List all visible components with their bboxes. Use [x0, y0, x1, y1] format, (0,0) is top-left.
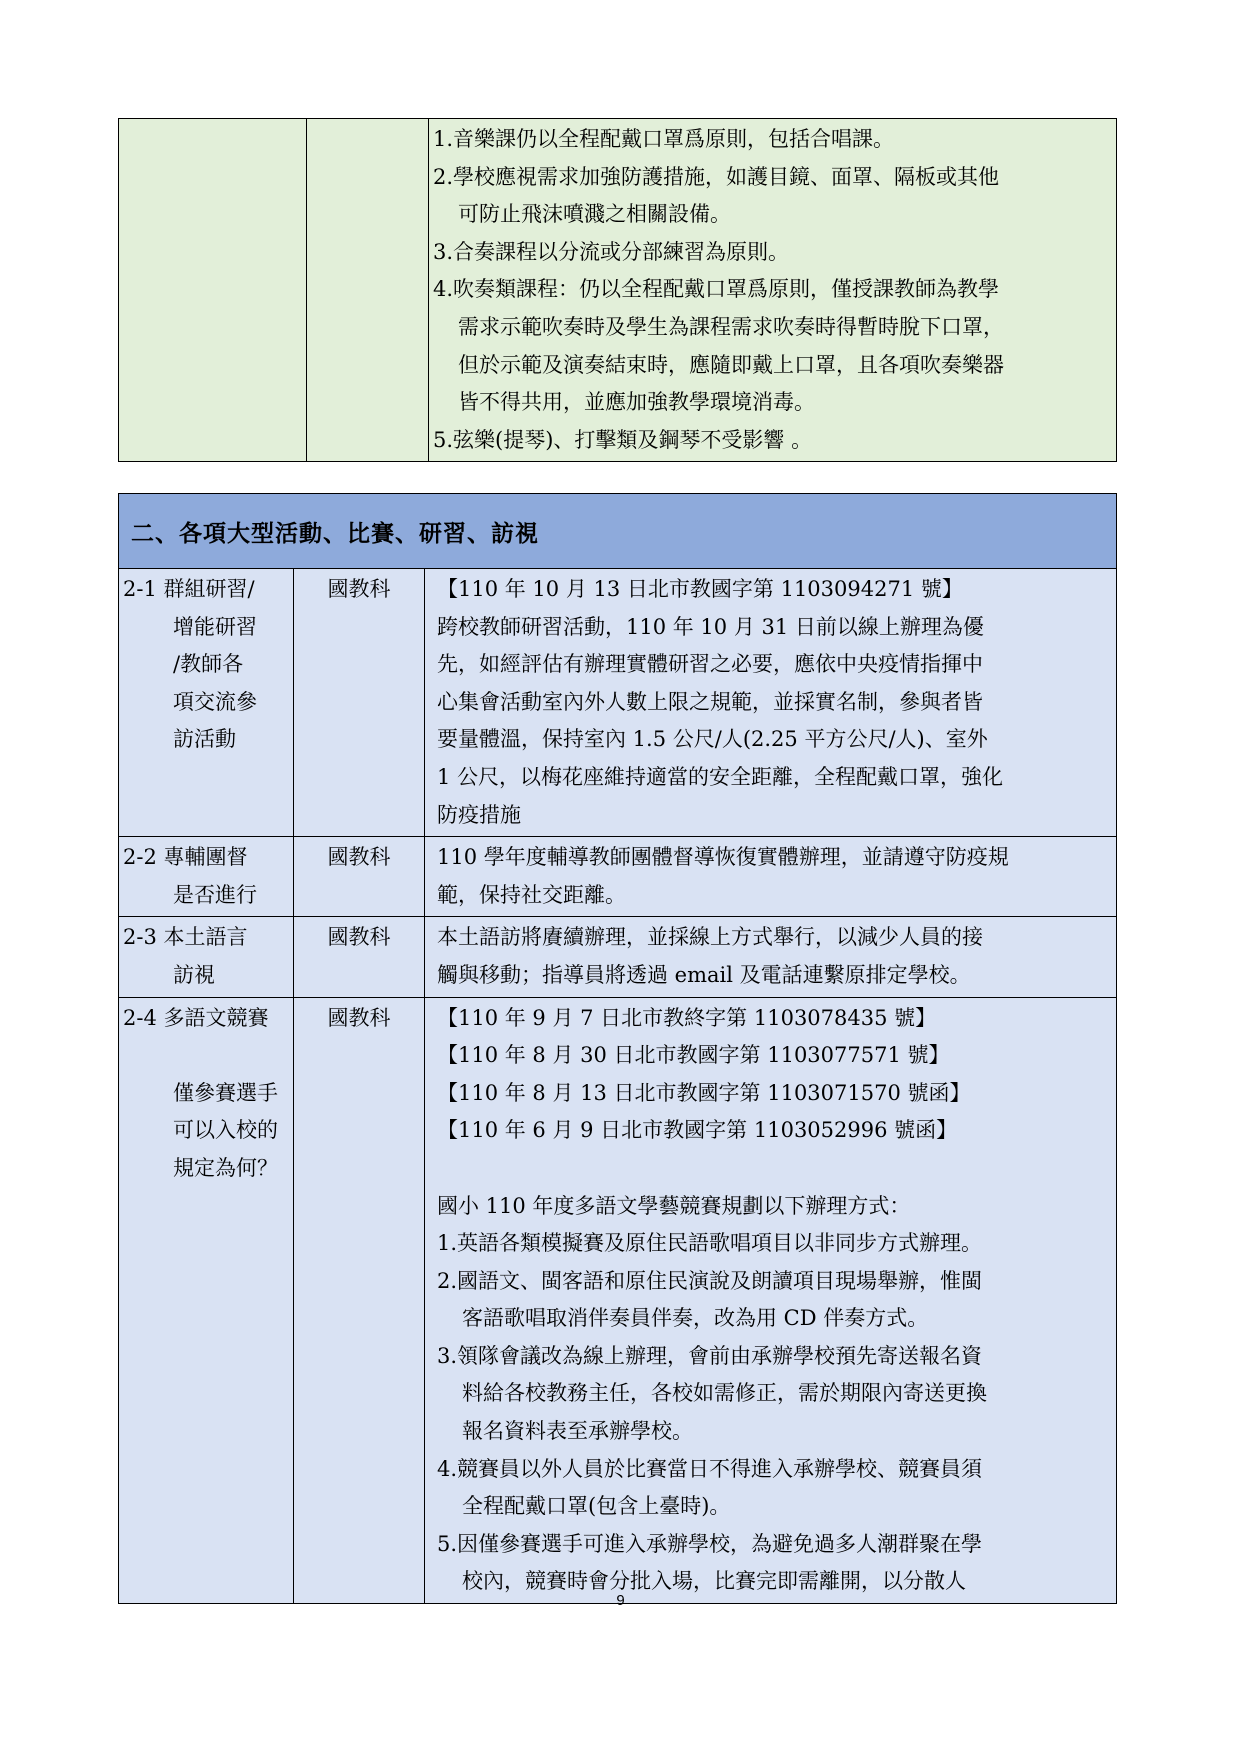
page-number: 9: [616, 1592, 625, 1609]
table-row: [119, 119, 1117, 462]
list-item: 5.弦樂(提琴)、打擊類及鋼琴不受影響 。: [433, 427, 813, 452]
content-cell: 110 學年度輔導教師團體督導恢復實體辦理，並請遵守防疫規 範，保持社交距離。: [425, 837, 1117, 917]
unit-cell: [307, 119, 429, 462]
table-row: [119, 917, 1117, 997]
list-item: 2.學校應視需求加強防護措施，如護目鏡、面罩、隔板或其他 可防止飛沫噴濺之相關設備。: [433, 164, 1000, 227]
content-cell: 【110 年 10 月 13 日北市教國字第 1103094271 號】 跨校教師研習活動，110 年 10 月 31 日前以線上辦理為優 先，如經評估有辦理實體研習之必要，應依中央疫情指揮中 心集會活動室內外人數上限之規範，並採實名制，參與者皆 要量體溫，保持室內 1.5 公尺/人(2.25 平方公尺/人)、室外 1 公尺，以梅花座維持適當的安全距離，全程配戴口罩，強化 防疫措施: [425, 569, 1117, 837]
unit-cell: 國教科: [294, 997, 425, 1604]
list-item: 4.競賽員以外人員於比賽當日不得進入承辦學校、競賽員須 全程配戴口罩(包含上臺時)。: [437, 1456, 983, 1519]
section-table: [118, 493, 1117, 1604]
section-title: 二、各項大型活動、比賽、研習、訪視: [131, 519, 539, 547]
section-header-row: [119, 494, 1117, 569]
table-row: [119, 569, 1117, 837]
list-item: 5.因僅參賽選手可進入承辦學校，為避免過多人潮群聚在學 校內，競賽時會分批入場，比賽完即需離開，以分散人: [437, 1531, 983, 1594]
list-item: 1.音樂課仍以全程配戴口罩爲原則，包括合唱課。: [433, 127, 895, 151]
list-item: 2.國語文、閩客語和原住民演說及朗讀項目現場舉辦，惟閩 客語歌唱取消伴奏員伴奏，改為用 CD 伴奏方式。: [437, 1268, 983, 1331]
table-row: [119, 837, 1117, 917]
top-table: [118, 118, 1117, 462]
content-cell: 本土語訪將賡續辦理，並採線上方式舉行，以減少人員的接 觸與移動；指導員將透過 email 及電話連繫原排定學校。: [425, 917, 1117, 997]
unit-cell: 國教科: [294, 569, 425, 837]
list-item: 3.合奏課程以分流或分部練習為原則。: [433, 239, 790, 264]
section-header: [119, 494, 1117, 569]
list-item: 4.吹奏類課程：仍以全程配戴口罩爲原則，僅授課教師為教學 需求示範吹奏時及學生為課程需求吹奏時得暫時脫下口罩， 但於示範及演奏結束時，應隨即戴上口罩，且各項吹奏樂器 皆不得共用，並應加強教學環境消毒。: [433, 277, 1004, 415]
list-item: 3.領隊會議改為線上辦理，會前由承辦學校預先寄送報名資 料給各校教務主任，各校如需修正，需於期限內寄送更換 報名資料表至承辦學校。: [437, 1343, 987, 1444]
content-cell: [429, 119, 1117, 462]
item-cell: 2-3 本土語言 訪視: [119, 917, 294, 997]
unit-cell: 國教科: [294, 837, 425, 917]
unit-cell: 國教科: [294, 917, 425, 997]
item-cell: 2-1 群組研習/ 增能研習 /教師各 項交流參 訪活動: [119, 569, 294, 837]
list-item: 1.英語各類模擬賽及原住民語歌唱項目以非同步方式辦理。: [437, 1231, 983, 1256]
content-cell: 【110 年 9 月 7 日北市教終字第 1103078435 號】 【110 年 8 月 30 日北市教國字第 1103077571 號】 【110 年 8 月 13 日北市教國字第 1103071570 號函】 【110 年 6 月 9 日北市教國字第 1103052996 號函】 國小 110 年度多語文學藝競賽規劃以下辦理方式： 1.英語各類模擬賽及原住民語歌唱項目以非同步方式辦理。 2.國語文、閩客語和原住民演說及朗讀項目現場舉辦，惟閩 客語歌唱取消伴奏員伴奏，改為用 CD 伴奏方式。 3.領隊會議改為線上辦理，會前由承辦學校預先寄送報名資 料給各校教務主任，各校如需修正，需於期限內寄送更換 報名資料表至承辦學校。 4.競賽員以外人員於比賽當日不得進入承辦學校、競賽員須 全程配戴口罩(包含上臺時)。 5.因僅參賽選手可進入承辦學校，為避免過多人潮群聚在學 校內，競賽時會分批入場，比賽完即需離開，以分散人: [425, 997, 1117, 1604]
table-row: [119, 997, 1117, 1604]
item-cell: 2-2 專輔團督 是否進行: [119, 837, 294, 917]
item-cell: [119, 119, 307, 462]
item-cell: 2-4 多語文競賽 僅參賽選手 可以入校的 規定為何？: [119, 997, 294, 1604]
